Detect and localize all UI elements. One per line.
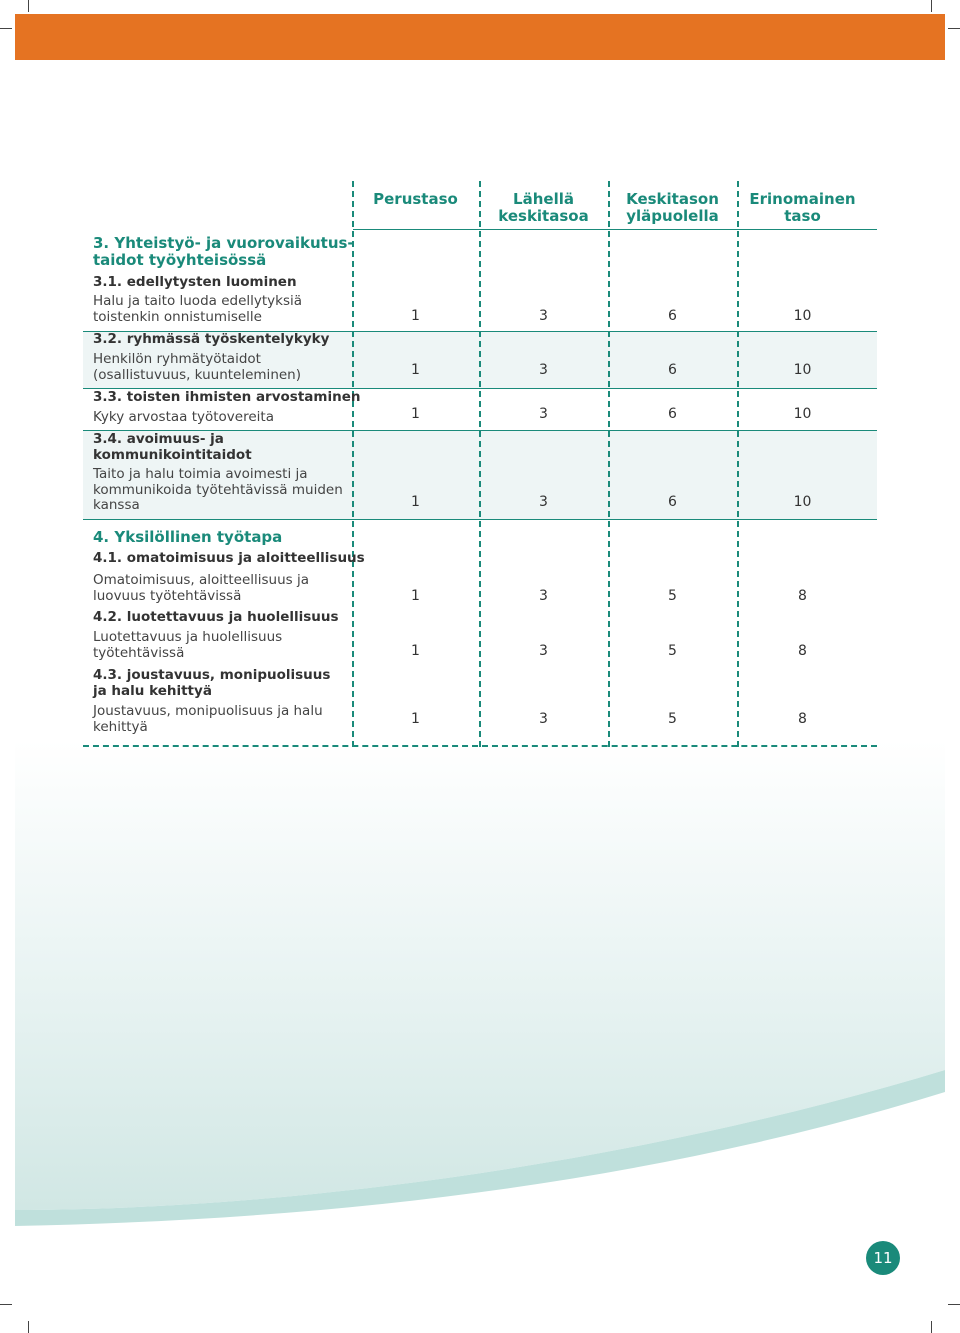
score-value: 10 [793,362,812,378]
score-value: 5 [668,643,677,659]
column-header: Lähellä keskitasoa [498,190,589,225]
score-value: 1 [411,643,420,659]
subsection-title: 4.2. luotettavuus ja huolellisuus [93,609,339,625]
criterion-text: Kyky arvostaa työtovereita [93,409,274,425]
header-rule [353,229,877,230]
criterion-text: Joustavuus, monipuolisuus ja halu kehittyä [93,703,323,735]
criterion-text: Halu ja taito luoda edellytyksiä toistenkin onnistumiselle [93,293,303,325]
score-value: 6 [668,308,677,324]
score-value: 10 [793,494,812,510]
score-value: 3 [539,494,548,510]
score-value: 1 [411,406,420,422]
score-value: 6 [668,494,677,510]
score-value: 1 [411,494,420,510]
subsection-title: 4.1. omatoimisuus ja aloitteellisuus [93,550,365,566]
column-header: Perustaso [373,190,458,208]
column-divider [737,181,739,747]
subsection-title: 3.1. edellytysten luominen [93,274,297,290]
score-value: 6 [668,406,677,422]
score-value: 5 [668,588,677,604]
subsection-title: 4.3. joustavuus, monipuolisuus ja halu kehittyä [93,667,331,699]
column-header: Keskitason yläpuolella [626,190,719,225]
score-value: 8 [798,588,807,604]
score-value: 6 [668,362,677,378]
criterion-text: Henkilön ryhmätyötaidot (osallistuvuus, kuunteleminen) [93,351,301,383]
score-value: 10 [793,308,812,324]
score-value: 3 [539,711,548,727]
criterion-text: Taito ja halu toimia avoimesti ja kommunikoida työtehtävissä muiden kanssa [93,466,343,513]
score-value: 3 [539,588,548,604]
section-title: 3. Yhteistyö- ja vuorovaikutus- taidot työyhteisössä [93,234,354,269]
score-value: 8 [798,711,807,727]
score-value: 1 [411,308,420,324]
column-divider [608,181,610,747]
page-number: 11 [866,1241,900,1275]
column-divider [479,181,481,747]
score-value: 10 [793,406,812,422]
subsection-title: 3.3. toisten ihmisten arvostaminen [93,389,361,405]
subsection-title: 3.2. ryhmässä työskentelykyky [93,331,330,347]
score-value: 3 [539,308,548,324]
score-value: 3 [539,362,548,378]
score-value: 1 [411,362,420,378]
column-header: Erinomainen taso [749,190,856,225]
score-value: 8 [798,643,807,659]
criterion-text: Luotettavuus ja huolellisuus työtehtävissä [93,629,283,661]
score-value: 1 [411,711,420,727]
score-value: 1 [411,588,420,604]
score-value: 3 [539,406,548,422]
score-value: 5 [668,711,677,727]
section-title: 4. Yksilöllinen työtapa [93,528,283,546]
subsection-title: 3.4. avoimuus- ja kommunikointitaidot [93,431,252,463]
criterion-text: Omatoimisuus, aloitteellisuus ja luovuus työtehtävissä [93,572,309,604]
score-value: 3 [539,643,548,659]
